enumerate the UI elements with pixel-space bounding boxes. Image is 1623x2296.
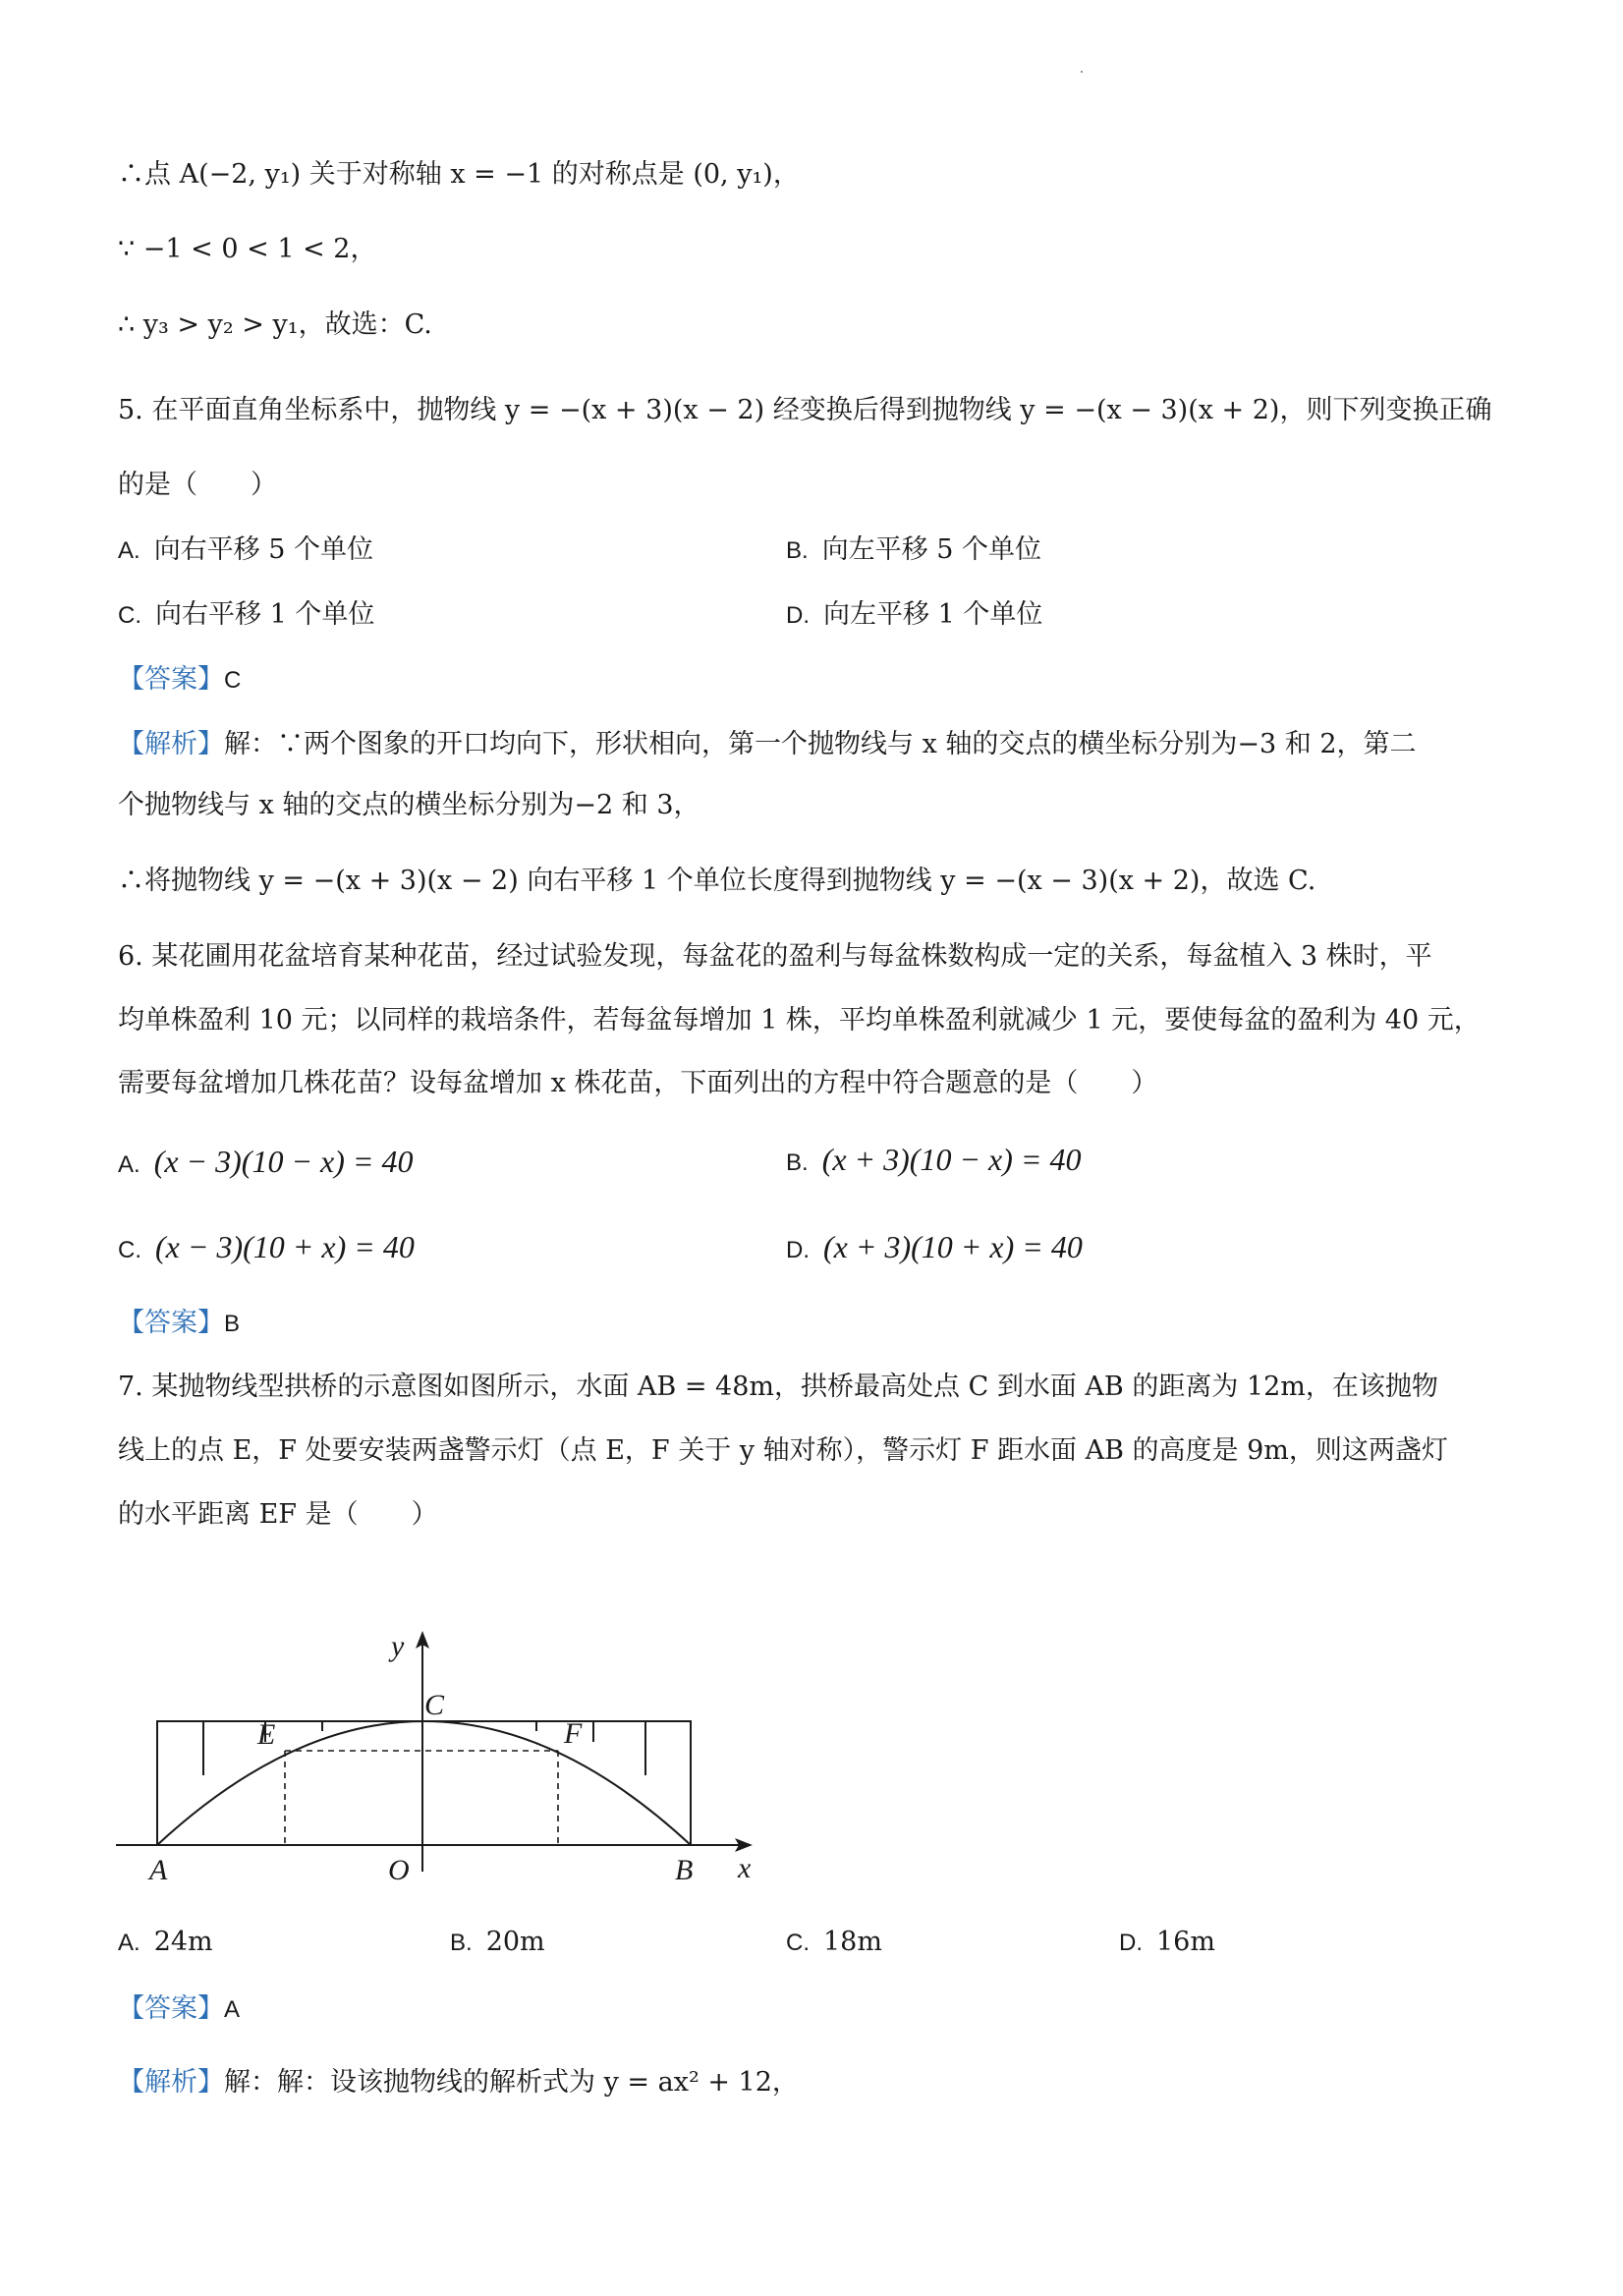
answer-tag: 【答案】 [118, 1993, 224, 2024]
q7-option-d: D. 16m [1119, 1927, 1215, 1957]
q5-option-a: A. 向右平移 5 个单位 [118, 534, 374, 565]
label-y: y [391, 1630, 405, 1662]
q6-option-c: C. (x − 3)(10 + x) = 40 [118, 1229, 415, 1264]
line-symmetric-point: ∴点 A(−2, y₁) 关于对称轴 x = −1 的对称点是 (0, y₁)， [118, 159, 800, 190]
q5-option-d: D. 向左平移 1 个单位 [786, 599, 1043, 630]
answer-tag: 【答案】 [118, 1308, 224, 1338]
q6-option-b: B. (x + 3)(10 − x) = 40 [786, 1142, 1082, 1177]
q5-stem-line1: 5. 在平面直角坐标系中，抛物线 y = −(x + 3)(x − 2) 经变换后得到抛物线 y = −(x − 3)(x + 2)，则下列变换正确 [118, 395, 1492, 425]
label-a: A [149, 1854, 168, 1886]
arch-bridge-figure [108, 1626, 776, 1891]
q7-option-b: B. 20m [450, 1927, 545, 1957]
q6-stem-line3: 需要每盆增加几株花苗？设每盆增加 x 株花苗，下面列出的方程中符合题意的是（ ） [118, 1068, 1158, 1098]
q5-analysis-line2: 个抛物线与 x 轴的交点的横坐标分别为−2 和 3， [118, 790, 700, 820]
q5-option-b: B. 向左平移 5 个单位 [786, 534, 1042, 565]
q6-stem-line2: 均单株盈利 10 元；以同样的栽培条件，若每盆每增加 1 株，平均单株盈利就减少 1 元，要使每盆的盈利为 40 元， [118, 1005, 1481, 1036]
answer-tag: 【答案】 [118, 664, 224, 695]
q6-option-a: A. (x − 3)(10 − x) = 40 [118, 1144, 414, 1179]
stray-dot [1081, 71, 1083, 73]
q5-analysis-line3: ∴将抛物线 y = −(x + 3)(x − 2) 向右平移 1 个单位长度得到抛物线 y = −(x − 3)(x + 2)，故选 C. [118, 866, 1316, 896]
analysis-tag: 【解析】 [118, 729, 224, 759]
q6-answer: 【答案】B [118, 1308, 241, 1338]
q7-option-a: A. 24m [118, 1927, 213, 1957]
q6-option-d: D. (x + 3)(10 + x) = 40 [786, 1229, 1083, 1264]
label-b: B [675, 1854, 694, 1886]
line-conclusion: ∴ y₃ > y₂ > y₁，故选：C. [118, 309, 432, 340]
q7-option-c: C. 18m [786, 1927, 882, 1957]
q5-stem-line2: 的是（ ） [118, 470, 277, 500]
q7-stem-line1: 7. 某抛物线型拱桥的示意图如图所示，水面 AB = 48m，拱桥最高处点 C 到水面 AB 的距离为 12m，在该抛物 [118, 1372, 1438, 1402]
label-c: C [424, 1689, 445, 1721]
q5-analysis-line1: 【解析】解：∵两个图象的开口均向下，形状相向，第一个抛物线与 x 轴的交点的横坐标分别为−3 和 2，第二 [118, 729, 1417, 759]
q7-stem-line3: 的水平距离 EF 是（ ） [118, 1499, 438, 1530]
label-e: E [257, 1718, 276, 1751]
analysis-tag: 【解析】 [118, 2067, 224, 2098]
q5-option-c: C. 向右平移 1 个单位 [118, 599, 375, 630]
q7-stem-line2: 线上的点 E，F 处要安装两盏警示灯（点 E，F 关于 y 轴对称），警示灯 F 距水面 AB 的高度是 9m，则这两盏灯 [118, 1435, 1448, 1466]
q5-answer: 【答案】C [118, 664, 242, 695]
q6-stem-line1: 6. 某花圃用花盆培育某种花苗，经过试验发现，每盆花的盈利与每盆株数构成一定的关系，每盆植入 3 株时，平 [118, 941, 1432, 972]
parabola-arch [157, 1721, 691, 1845]
line-inequality: ∵ −1 < 0 < 1 < 2， [118, 234, 377, 264]
q7-answer: 【答案】A [118, 1993, 241, 2024]
label-o: O [388, 1854, 410, 1886]
label-x: x [738, 1852, 752, 1884]
label-f: F [564, 1717, 583, 1750]
q7-analysis-line1: 【解析】解：解：设该抛物线的解析式为 y = ax² + 12， [118, 2067, 799, 2098]
